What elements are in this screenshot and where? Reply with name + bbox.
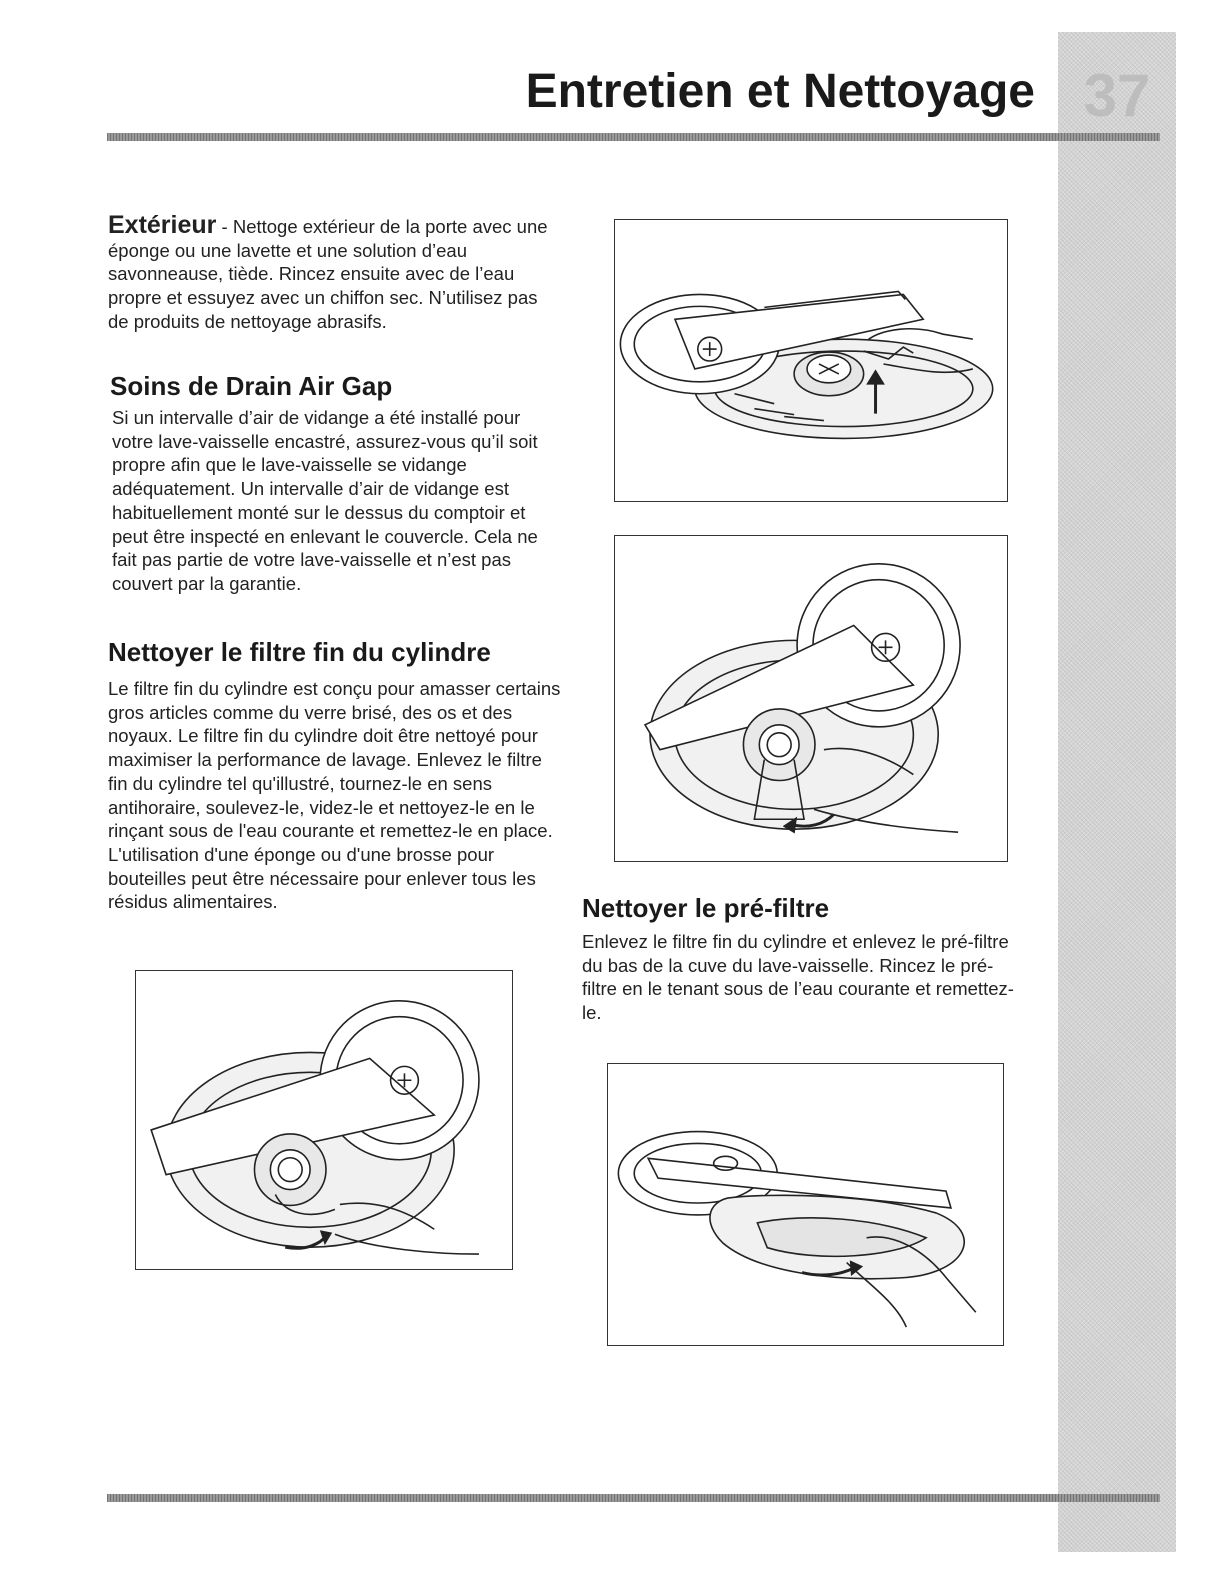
- exterior-text: - Nettoge extérieur de la porte avec une éponge ou une lavette et une solution d’eau savonneause, tiède. Rincez ensuite avec de l’eau propre et essuyez avec un chiffon sec. N’utilisez pas de produits de nettoyage abrasifs.: [108, 216, 548, 332]
- top-rule: [107, 133, 1160, 141]
- bottom-rule: [107, 1494, 1160, 1502]
- pre-filter-text: Enlevez le filtre fin du cylindre et enlevez le pré-filtre du bas de la cuve du lave-vaisselle. Rincez le pré-filtre en le tenant sous de l’eau courante et remettez-le.: [582, 931, 1014, 1024]
- side-tab-strip: [1058, 32, 1176, 1552]
- pre-filter-heading: Nettoyer le pré-filtre: [582, 893, 830, 923]
- drain-air-gap-text: Si un intervalle d’air de vidange a été installé pour votre lave-vaisselle encastré, assurez-vous qu’il soit propre afin que le lave-vaisselle se vidange adéquatement. Un intervalle d’air de vidange est habituellement monté sur le dessus du comptoir et peut être inspecté en enlevant le couvercle. Cela ne fait pas partie de votre lave-vaisselle et n’est pas couvert par la garantie.: [112, 407, 538, 594]
- exterior-heading: Extérieur: [108, 211, 217, 239]
- figure-filter-reinstall: [135, 970, 513, 1270]
- page-number: 37: [1083, 62, 1151, 129]
- pre-filter-removal-illustration: [608, 1064, 1003, 1345]
- fine-filter-text: Le filtre fin du cylindre est conçu pour amasser certains gros articles comme du verre brisé, des os et des noyaux. Le filtre fin du cylindre doit être nettoyé pour maximiser la performance de lavage. Enlevez le filtre fin du cylindre tel qu'illustré, tournez-le en sens antihoraire, soulevez-le, videz-le et nettoyez-le en le rinçant sous de l'eau courante et remettez-le en place. L'utilisation d'une éponge ou d'une brosse pour bouteilles peut être nécessaire pour enlever tous les résidus alimentaires.: [108, 678, 561, 913]
- fine-filter-heading: Nettoyer le filtre fin du cylindre: [108, 637, 491, 667]
- figure-filter-removal-1: [614, 219, 1008, 502]
- figure-filter-removal-2: [614, 535, 1008, 862]
- exterior-section: [108, 211, 558, 334]
- figure-pre-filter-removal: [607, 1063, 1004, 1346]
- filter-removal-illustration: [615, 220, 1007, 501]
- page-title: Entretien et Nettoyage: [525, 65, 1035, 118]
- filter-twist-illustration: [615, 536, 1007, 861]
- drain-air-gap-heading: Soins de Drain Air Gap: [110, 371, 393, 401]
- filter-reinstall-illustration: [136, 971, 512, 1269]
